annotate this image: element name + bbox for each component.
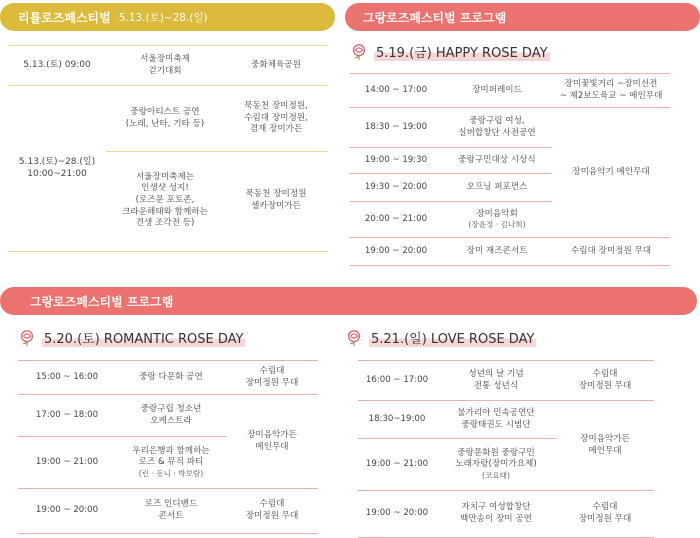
place-cell: 장미음악기 메인무대	[552, 108, 670, 238]
place-cell: 수림대 장미정원 무대	[556, 491, 654, 537]
day-519-label: 5.19.(금) HAPPY ROSE DAY	[374, 42, 550, 61]
time-cell: 19:00 ~ 21:00	[18, 437, 116, 489]
grand-festival-header-2	[0, 287, 697, 315]
event-cell: 성년의 날 기념 전통 성년식	[436, 361, 556, 401]
event-name: 장미음악회	[476, 208, 518, 219]
table-row	[358, 491, 654, 537]
performer-note: (장윤정 · 김나희)	[468, 220, 526, 230]
divider	[8, 251, 328, 252]
table-row	[8, 86, 328, 152]
event-cell: 로즈 인디밴드 콘서트	[116, 489, 226, 533]
rose-icon	[350, 43, 368, 61]
event-cell: 중랑구립 청소년 오케스트라	[116, 395, 226, 437]
place-cell: 장미음악가든 메인무대	[556, 401, 654, 491]
time-cell: 14:00 ~ 17:00	[350, 74, 442, 108]
table-row	[18, 395, 318, 437]
divider	[18, 533, 318, 534]
grand-festival-header	[345, 3, 700, 31]
event-cell: 중랑구립 여성, 실버합창단 사전공연	[442, 108, 552, 148]
event-cell: 중랑아티스트 공연 (노래, 난타, 기타 등)	[106, 86, 224, 152]
divider	[350, 265, 670, 266]
event-cell: 장미 재즈콘서트	[442, 238, 552, 266]
time-cell: 15:00 ~ 16:00	[18, 361, 116, 395]
place-cell: 수림대 장미정원 무대	[552, 238, 670, 266]
table-row	[358, 361, 654, 401]
performer-note: (코요태)	[482, 470, 510, 480]
place-cell: 묵동천 장미정원, 수림대 장미정원, 겸재 장미가든	[224, 86, 328, 152]
time-cell: 18:30~19:00	[358, 401, 436, 439]
time-cell: 19:00 ~ 20:00	[358, 491, 436, 537]
little-festival-dates: 5.13.(토)~28.(일)	[118, 11, 208, 24]
place-cell: 중화체육공원	[224, 46, 328, 86]
rose-icon	[18, 329, 36, 347]
table-row	[350, 238, 670, 266]
time-cell: 5.13.(토) 09:00	[8, 46, 106, 86]
table-row	[8, 46, 328, 86]
event-name: 중랑문화원 중랑구민 노래자랑(장미가요제)	[455, 447, 537, 470]
event-cell: 서울장미축제는 인생샷 성지! (로즈문 포토존, 크라운해태와 함께하는 견생 조각전 등)	[106, 152, 224, 250]
place-cell: 수림대 장미정원 무대	[226, 361, 318, 395]
day-521-table	[358, 360, 654, 537]
event-cell: 장미퍼레이드	[442, 74, 552, 108]
little-festival-header	[0, 3, 335, 31]
event-cell: 서울장미축제 걷기대회	[106, 46, 224, 86]
place-cell: 수림대 장미정원 무대	[556, 361, 654, 401]
table-row	[358, 401, 654, 439]
time-cell: 17:00 ~ 18:00	[18, 395, 116, 437]
day-520-table	[18, 360, 318, 533]
time-cell: 19:00 ~ 21:00	[358, 439, 436, 491]
place-cell: 수림대 장미정원 무대	[226, 489, 318, 533]
time-cell: 19:00 ~ 20:00	[18, 489, 116, 533]
rose-icon	[345, 329, 363, 347]
table-row	[350, 74, 670, 108]
day-519-heading	[350, 42, 550, 61]
event-cell	[436, 439, 556, 491]
event-cell: 중랑구민대상 시상식	[442, 148, 552, 174]
time-cell: 5.13.(토)~28.(일) 10:00~21:00	[8, 86, 106, 250]
event-cell	[442, 202, 552, 238]
event-cell: 자치구 여성합창단 백만송이 장미 공연	[436, 491, 556, 537]
performer-note: (린 · 동니 · 박보람)	[138, 468, 204, 478]
time-cell: 19:00 ~ 19:30	[350, 148, 442, 174]
grand-festival-title-2: 그랑로즈페스티벌 프로그램	[30, 294, 174, 309]
place-cell: 묵동천 장미정원 셀카장미가든	[224, 152, 328, 250]
table-row	[18, 489, 318, 533]
event-cell: 오프닝 퍼포먼스	[442, 174, 552, 202]
little-festival-table	[8, 45, 328, 250]
event-name: 우리은행과 함께하는 로즈 & 뮤직 파티	[132, 445, 210, 468]
grand-festival-title: 그랑로즈페스티벌 프로그램	[363, 10, 507, 25]
event-cell: 중랑 다문화 공연	[116, 361, 226, 395]
time-cell: 20:00 ~ 21:00	[350, 202, 442, 238]
time-cell: 18:30 ~ 19:00	[350, 108, 442, 148]
place-cell: 장미음악가든 메인무대	[226, 395, 318, 489]
event-cell	[116, 437, 226, 489]
event-cell: 불가리아 민속공연단 중랑태권도 시범단	[436, 401, 556, 439]
little-festival-title: 리틀로즈페스티벌	[18, 10, 111, 25]
table-row	[350, 108, 670, 148]
table-row	[18, 361, 318, 395]
time-cell: 19:30 ~ 20:00	[350, 174, 442, 202]
day-521-heading	[345, 328, 536, 347]
time-cell: 19:00 ~ 20:00	[350, 238, 442, 266]
day-520-label: 5.20.(토) ROMANTIC ROSE DAY	[42, 328, 245, 347]
day-520-heading	[18, 328, 245, 347]
place-cell: 장미꽃빛거리 ~장미신전 ~ 제2보도육교 ~ 메인무대	[552, 74, 670, 108]
day-519-table	[350, 73, 670, 266]
time-cell: 16:00 ~ 17:00	[358, 361, 436, 401]
day-521-label: 5.21.(일) LOVE ROSE DAY	[369, 328, 536, 347]
